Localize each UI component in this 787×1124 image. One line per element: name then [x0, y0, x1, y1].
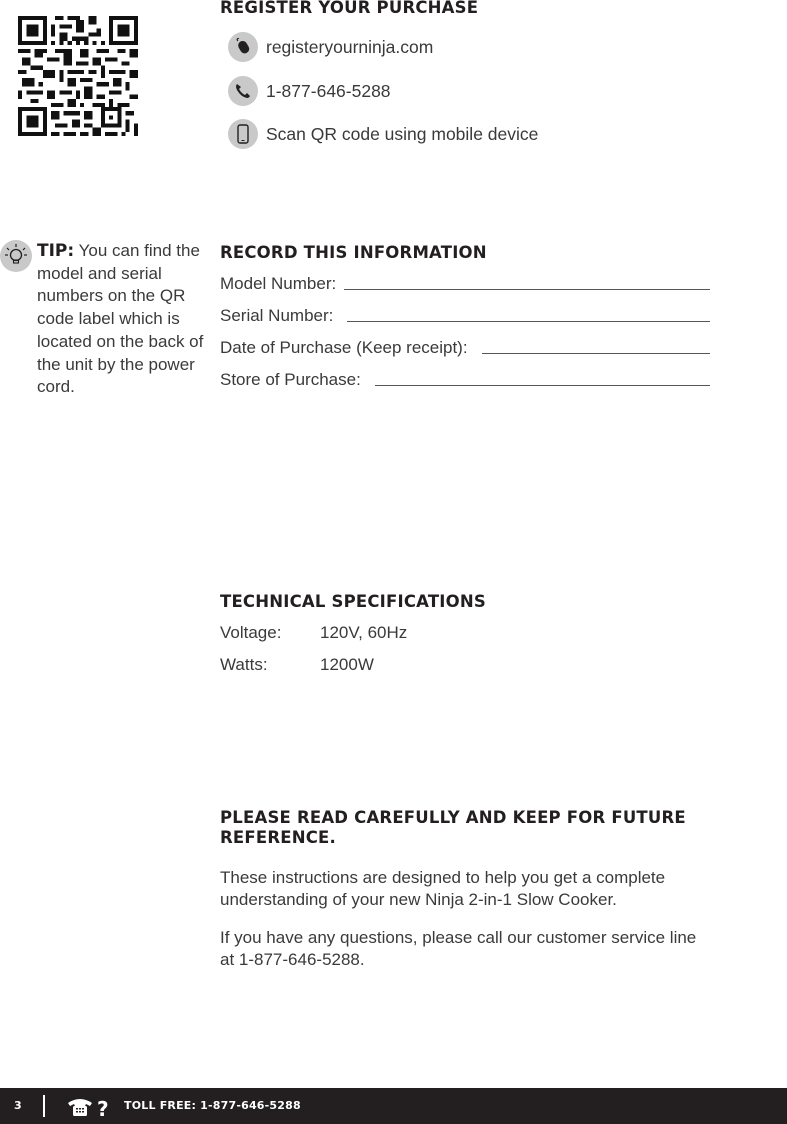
voltage-value: 120V, 60Hz — [320, 623, 408, 642]
phone-icon — [228, 76, 258, 106]
register-phone-row[interactable] — [228, 76, 391, 106]
register-scan: Scan QR code using mobile device — [266, 123, 539, 144]
voltage-label: Voltage: — [220, 623, 282, 642]
register-phone[interactable]: 1-877-646-5288 — [266, 80, 391, 101]
tip-label: TIP: — [37, 241, 75, 261]
qr-code — [18, 16, 138, 136]
watts-value: 1200W — [320, 655, 374, 674]
tip-body: You can find the model and serial numbers on the QR code label which is located on the back of the unit by the power cord. — [37, 241, 204, 397]
footer-bar — [0, 1088, 787, 1124]
watts-row — [220, 655, 374, 675]
telephone-question-icon — [66, 1095, 114, 1124]
toll-free-number[interactable]: TOLL FREE: 1-877-646-5288 — [124, 1099, 301, 1112]
purchase-date-label: Date of Purchase (Keep receipt): — [220, 338, 468, 357]
model-number-field[interactable] — [220, 274, 710, 294]
model-number-line[interactable] — [344, 289, 710, 290]
notice-paragraph-1: These instructions are designed to help you get a complete understanding of your new Ninja 2-in-1 Slow Cooker. — [220, 868, 666, 909]
register-website-row[interactable] — [228, 32, 433, 62]
page-number: 3 — [14, 1099, 22, 1112]
serial-number-field[interactable] — [220, 306, 710, 326]
lightbulb-icon — [0, 240, 32, 272]
store-of-purchase-label: Store of Purchase: — [220, 370, 361, 389]
notice-heading: PLEASE READ CAREFULLY AND KEEP FOR FUTURE REFERENCE. — [220, 808, 686, 847]
register-heading: REGISTER YOUR PURCHASE — [220, 0, 479, 17]
svg-text:?: ? — [97, 1097, 109, 1119]
footer-divider — [43, 1095, 45, 1117]
register-scan-row — [228, 119, 538, 149]
watts-label: Watts: — [220, 655, 268, 674]
serial-number-line[interactable] — [347, 321, 710, 322]
model-number-label: Model Number: — [220, 274, 337, 293]
purchase-date-field[interactable] — [220, 338, 710, 358]
mobile-device-icon — [228, 119, 258, 149]
specs-heading: TECHNICAL SPECIFICATIONS — [220, 592, 486, 611]
notice-paragraph-2: If you have any questions, please call our customer service line at 1-877-646-5288. — [220, 928, 697, 969]
store-of-purchase-line[interactable] — [375, 385, 710, 386]
record-heading: RECORD THIS INFORMATION — [220, 243, 487, 262]
serial-number-label: Serial Number: — [220, 306, 334, 325]
tip-text — [37, 240, 209, 399]
store-of-purchase-field[interactable] — [220, 370, 710, 390]
mouse-icon — [228, 32, 258, 62]
voltage-row — [220, 623, 407, 643]
register-website[interactable]: registeryourninja.com — [266, 36, 434, 57]
purchase-date-line[interactable] — [482, 353, 710, 354]
